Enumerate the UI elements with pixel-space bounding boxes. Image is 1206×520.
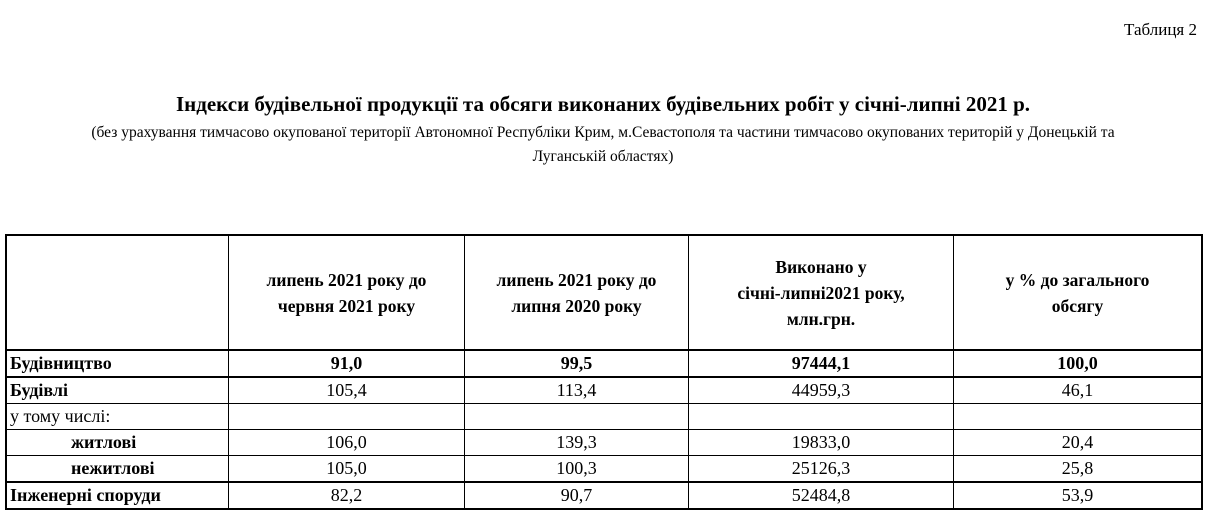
cell-value [689, 404, 954, 430]
cell-value: 25126,3 [689, 456, 954, 483]
cell-value: 91,0 [229, 350, 465, 377]
document-title: Індекси будівельної продукції та обсяги виконаних будівельних робіт у січні-липні 2021 р. [175, 92, 1031, 116]
cell-value: 139,3 [465, 430, 689, 456]
cell-value: 52484,8 [689, 482, 954, 509]
header-empty-cell [7, 236, 229, 351]
header-line: липень 2021 року до [266, 269, 427, 290]
cell-value: 106,0 [229, 430, 465, 456]
cell-value: 90,7 [465, 482, 689, 509]
header-jul-vs-jun [229, 236, 465, 351]
header-line: обсягу [1051, 295, 1104, 316]
header-line: Виконано у [775, 256, 867, 277]
cell-value: 82,2 [229, 482, 465, 509]
cell-value: 105,4 [229, 377, 465, 404]
header-line: липня 2020 року [511, 295, 642, 316]
cell-value: 25,8 [954, 456, 1202, 483]
row-label: Будівлі [7, 377, 229, 404]
header-line: у % до загального [1005, 269, 1150, 290]
table-row-construction [7, 350, 1202, 377]
cell-value [229, 404, 465, 430]
subtitle-line-2: Луганській областях) [532, 148, 674, 165]
header-line: січні-липні2021 року, [737, 282, 905, 303]
table-header-row [7, 236, 1202, 351]
table-number-label: Таблиця 2 [1124, 20, 1197, 39]
header-line: липень 2021 року до [496, 269, 657, 290]
table-row-nonresidential [7, 456, 1202, 483]
header-jul-vs-jul [465, 236, 689, 351]
header-line: червня 2021 року [277, 295, 416, 316]
table-row-buildings [7, 377, 1202, 404]
cell-value [954, 404, 1202, 430]
row-label: нежитлові [7, 456, 229, 483]
construction-indices-table [6, 235, 1202, 509]
cell-value: 105,0 [229, 456, 465, 483]
table-row-residential [7, 430, 1202, 456]
cell-value: 20,4 [954, 430, 1202, 456]
header-line: млн.грн. [786, 308, 856, 329]
table-row-engineering [7, 482, 1202, 509]
cell-value: 100,3 [465, 456, 689, 483]
cell-value: 46,1 [954, 377, 1202, 404]
document-subtitle [0, 121, 1206, 169]
cell-value: 113,4 [465, 377, 689, 404]
cell-value: 97444,1 [689, 350, 954, 377]
cell-value: 19833,0 [689, 430, 954, 456]
row-label: у тому числі: [7, 404, 229, 430]
row-label: житлові [7, 430, 229, 456]
cell-value [465, 404, 689, 430]
subtitle-line-1: (без урахування тимчасово окупованої території Автономної Республіки Крим, м.Севастополя та частини тимчасово окупованих територій у Донецькій та [91, 124, 1115, 141]
table-row-including [7, 404, 1202, 430]
cell-value: 99,5 [465, 350, 689, 377]
cell-value: 44959,3 [689, 377, 954, 404]
cell-value: 100,0 [954, 350, 1202, 377]
row-label: Будівництво [7, 350, 229, 377]
header-percent-of-total [954, 236, 1202, 351]
cell-value: 53,9 [954, 482, 1202, 509]
row-label: Інженерні споруди [7, 482, 229, 509]
header-volume-completed [689, 236, 954, 351]
